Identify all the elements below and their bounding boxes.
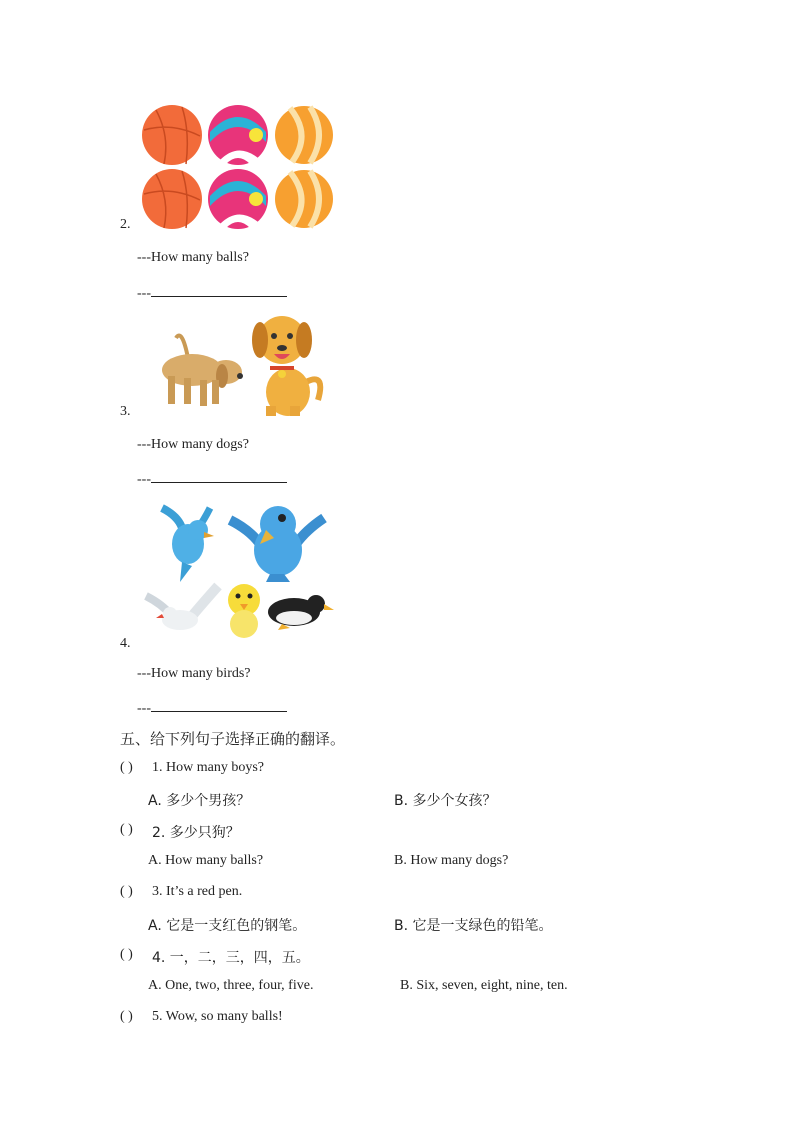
answer-blank[interactable] xyxy=(151,283,287,297)
option-a: A. One, two, three, four, five. xyxy=(148,978,314,993)
question-number: 2. xyxy=(120,217,131,232)
option-b: B. 多少个女孩？ xyxy=(394,793,497,809)
question-number: 3. xyxy=(120,404,131,419)
answer-bracket[interactable]: ( ) xyxy=(120,1009,133,1024)
sitting-dog-icon xyxy=(252,316,320,416)
striped-ball-icon xyxy=(275,170,333,228)
option-b: B. How many dogs? xyxy=(394,853,509,868)
birds-picture xyxy=(142,500,332,642)
option-b: B. 它是一支绿色的铅笔。 xyxy=(394,918,553,934)
option-b: B. Six, seven, eight, nine, ten. xyxy=(400,978,568,993)
basketball-icon xyxy=(142,169,202,229)
question-prompt: ---How many dogs? xyxy=(137,437,249,452)
option-a: A. 多少个男孩？ xyxy=(148,793,251,809)
item-stem: 4. 一，二，三，四，五。 xyxy=(152,950,310,966)
option-a: A. How many balls? xyxy=(148,853,264,868)
basketball-icon xyxy=(142,105,202,165)
answer-blank[interactable] xyxy=(151,469,287,483)
answer-line xyxy=(137,469,287,488)
white-dove-icon xyxy=(146,586,218,630)
answer-bracket[interactable]: ( ) xyxy=(120,884,133,899)
item-stem: 2. 多少只狗？ xyxy=(152,825,240,841)
yellow-chick-icon xyxy=(228,584,260,638)
answer-bracket[interactable]: ( ) xyxy=(120,760,133,775)
striped-ball-icon xyxy=(275,106,333,164)
answer-line xyxy=(137,698,287,717)
item-stem: 1. How many boys? xyxy=(152,760,264,775)
option-a: A. 它是一支红色的钢笔。 xyxy=(148,918,307,934)
dogs-picture xyxy=(138,310,330,420)
answer-prefix: --- xyxy=(137,701,151,716)
item-stem: 5. Wow, so many balls! xyxy=(152,1009,283,1024)
item-stem: 3. It’s a red pen. xyxy=(152,884,243,899)
answer-line xyxy=(137,283,287,302)
sniffing-dog-icon xyxy=(162,336,243,407)
beach-ball-icon xyxy=(208,105,268,165)
beach-ball-icon xyxy=(208,169,268,229)
penguin-icon xyxy=(268,595,334,630)
question-number: 4. xyxy=(120,636,131,651)
question-prompt: ---How many balls? xyxy=(137,250,249,265)
answer-blank[interactable] xyxy=(151,698,287,712)
answer-prefix: --- xyxy=(137,286,151,301)
blue-bird-large-icon xyxy=(230,506,324,582)
question-prompt: ---How many birds? xyxy=(137,666,251,681)
answer-bracket[interactable]: ( ) xyxy=(120,947,133,962)
answer-prefix: --- xyxy=(137,472,151,487)
blue-bird-small-icon xyxy=(162,508,214,582)
answer-bracket[interactable]: ( ) xyxy=(120,822,133,837)
section-heading: 五、给下列句子选择正确的翻译。 xyxy=(120,730,346,748)
balls-picture xyxy=(140,102,336,232)
